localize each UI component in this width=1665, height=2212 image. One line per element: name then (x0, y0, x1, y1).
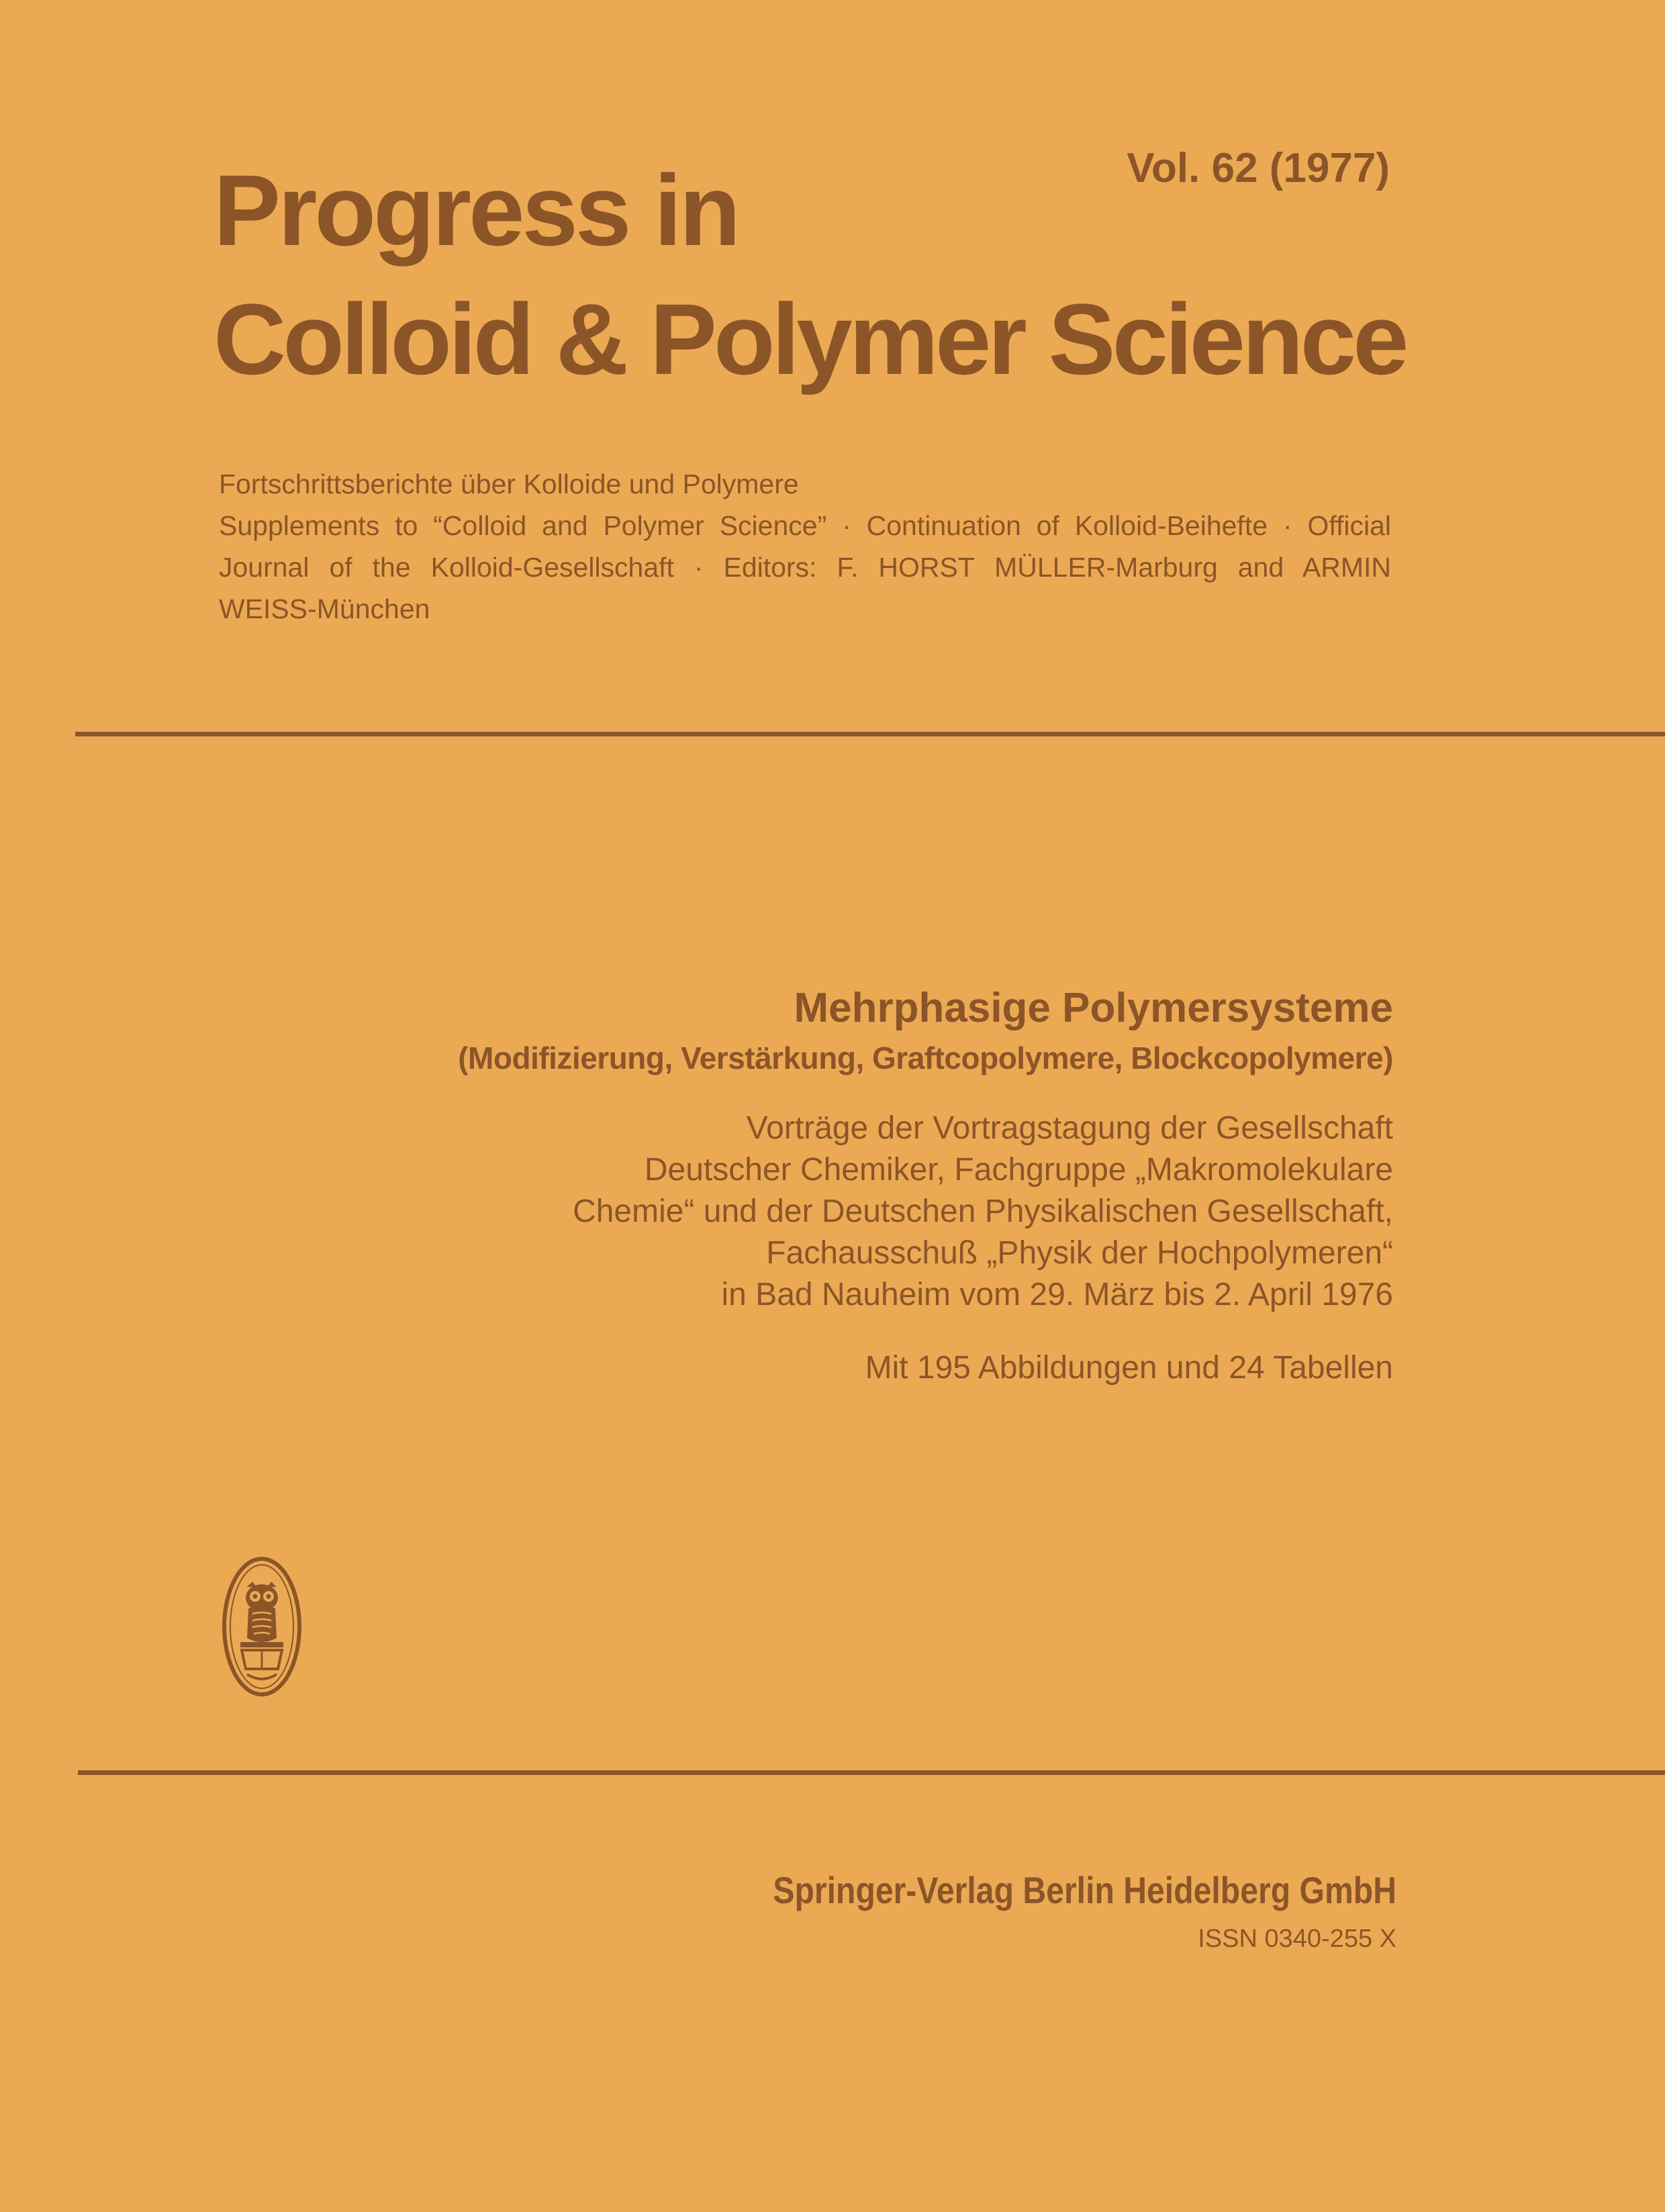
series-subtitle (219, 463, 1391, 630)
conference-description (376, 1108, 1393, 1316)
publisher-name: Springer-Verlag Berlin Heidelberg GmbH (773, 1869, 1396, 1911)
volume-number: Vol. 62 (1977) (1127, 145, 1390, 191)
springer-owl-logo-icon (222, 1556, 302, 1697)
series-subtitle-line: Fortschrittsberichte über Kolloide und Polymere (219, 469, 799, 499)
figures-note: Mit 195 Abbildungen und 24 Tabellen (865, 1350, 1393, 1386)
conference-line: Fachausschuß „Physik der Hochpolymeren“ (766, 1235, 1393, 1271)
series-title-line1: Progress in (213, 154, 739, 267)
issn-number: ISSN 0340-255 X (1198, 1925, 1396, 1953)
conference-line: Vorträge der Vortragstagung der Gesellschaft (746, 1110, 1393, 1146)
volume-title: Mehrphasige Polymersysteme (794, 985, 1393, 1031)
series-title-line2: Colloid & Polymer Science (213, 283, 1406, 395)
volume-subtitle: (Modifizierung, Verstärkung, Graftcopolymere, Blockcopolymere) (458, 1041, 1393, 1075)
conference-line: Chemie“ und der Deutschen Physikalischen Gesellschaft, (573, 1194, 1393, 1229)
series-subtitle-line: Journal of the Kolloid-Gesellschaft · Editors: F. HORST MÜLLER-Marburg and ARMIN (219, 552, 1391, 583)
series-subtitle-line: Supplements to “Colloid and Polymer Science” · Continuation of Kolloid-Beihefte · Official (219, 510, 1391, 541)
series-subtitle-line: WEISS-München (219, 593, 430, 624)
conference-line: in Bad Nauheim vom 29. März bis 2. April 1976 (721, 1277, 1393, 1312)
top-divider (75, 732, 1665, 736)
bottom-divider (78, 1770, 1665, 1775)
conference-line: Deutscher Chemiker, Fachgruppe „Makromolekulare (644, 1152, 1393, 1188)
